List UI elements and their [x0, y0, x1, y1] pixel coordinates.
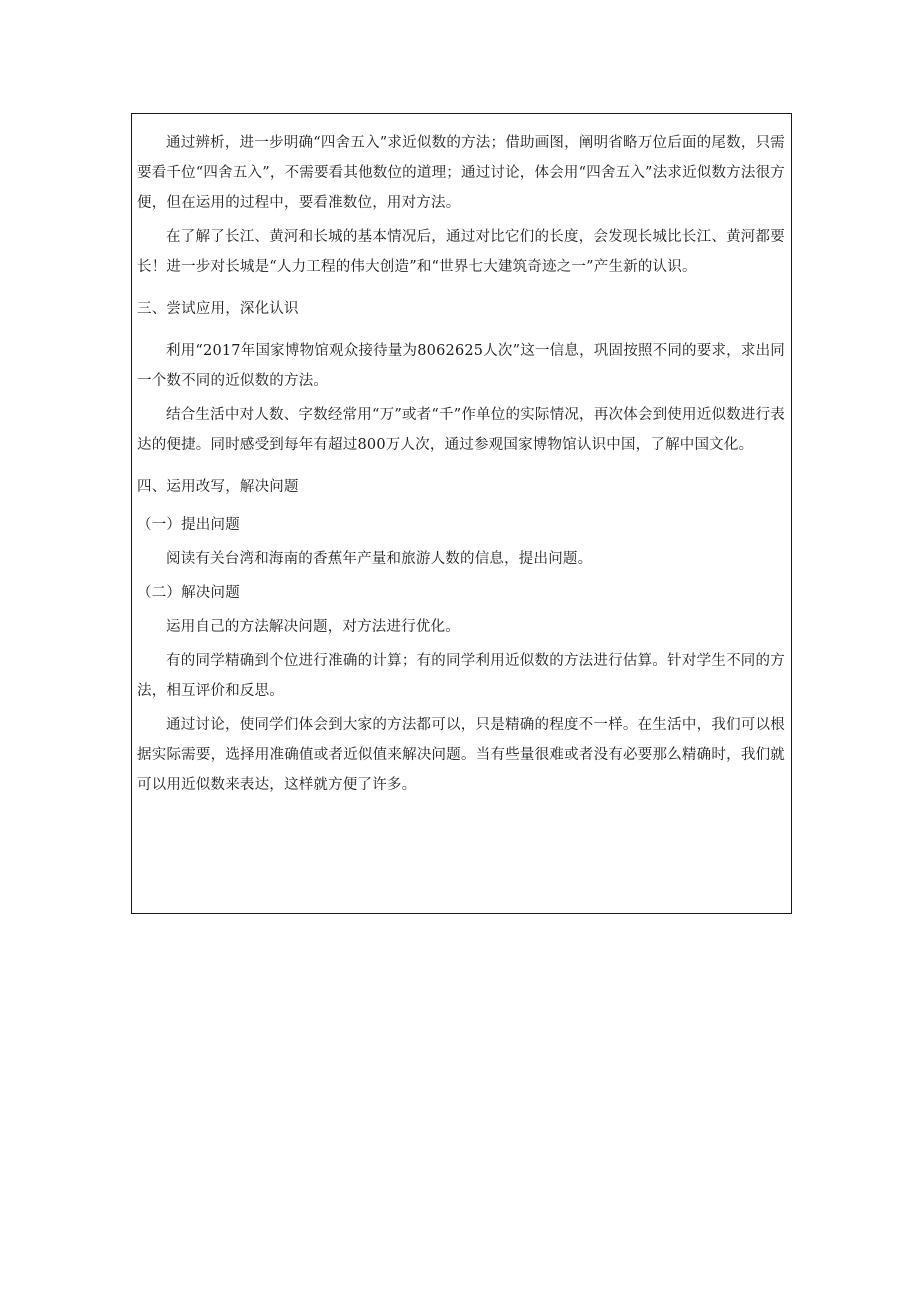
paragraph-read-info: 阅读有关台湾和海南的香蕉年产量和旅游人数的信息，提出问题。 — [166, 551, 593, 567]
lesson-content — [137, 128, 785, 800]
section-heading-four: 四、运用改写，解决问题 — [137, 479, 299, 495]
subheading-solve-problem: （二）解决问题 — [137, 585, 240, 601]
section-heading-three: 三、尝试应用，深化认识 — [137, 301, 299, 317]
paragraph-rounding-method: 通过辨析，进一步明确“四舍五入”求近似数的方法；借助画图，阐明省略万位后面的尾数，只需要看千位“四舍五入”，不需要看其他数位的道理；通过讨论，体会用“四舍五入”法求近似数方法很方便，但在运用的过程中，要看准数位，用对方法。 — [137, 135, 785, 211]
paragraph-great-wall: 在了解了长江、黄河和长城的基本情况后，通过对比它们的长度，会发现长城比长江、黄河都要长！进一步对长城是“人力工程的伟大创造”和“世界七大建筑奇迹之一”产生新的认识。 — [137, 229, 785, 275]
paragraph-museum-data: 利用“2017年国家博物馆观众接待量为8062625人次”这一信息，巩固按照不同的要求，求出同一个数不同的近似数的方法。 — [137, 343, 785, 389]
paragraph-conclusion: 通过讨论，使同学们体会到大家的方法都可以，只是精确的程度不一样。在生活中，我们可以根据实际需要，选择用准确值或者近似值来解决问题。当有些量很难或者没有必要那么精确时，我们就可以用近似数来表达，这样就方便了许多。 — [137, 717, 785, 793]
paragraph-own-method: 运用自己的方法解决问题，对方法进行优化。 — [166, 619, 460, 635]
paragraph-estimation: 有的同学精确到个位进行准确的计算；有的同学利用近似数的方法进行估算。针对学生不同的方法，相互评价和反思。 — [137, 653, 785, 699]
subheading-ask-question: （一）提出问题 — [137, 517, 240, 533]
paragraph-units-in-life: 结合生活中对人数、字数经常用“万”或者“千”作单位的实际情况，再次体会到使用近似数进行表达的便捷。同时感受到每年有超过800万人次，通过参观国家博物馆认识中国，了解中国文化。 — [137, 407, 785, 453]
